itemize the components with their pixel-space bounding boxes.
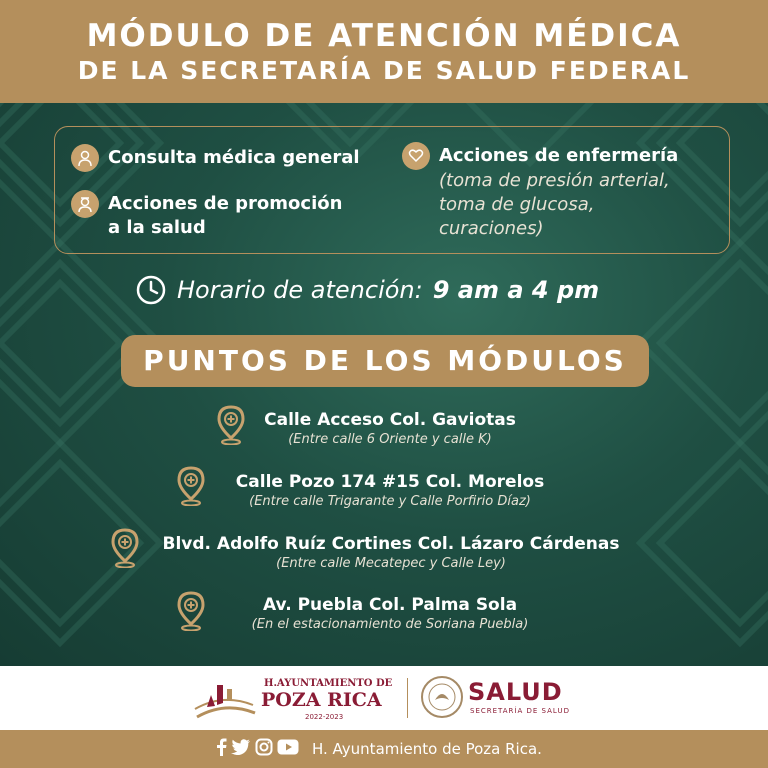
- location-name: Blvd. Adolfo Ruíz Cortines Col. Lázaro Cárdenas: [162, 534, 620, 554]
- salud-title: SALUD: [468, 678, 563, 706]
- location-name: Calle Acceso Col. Gaviotas: [264, 410, 516, 430]
- location-note: (En el estacionamiento de Soriana Puebla): [251, 617, 529, 632]
- location-note: (Entre calle Mecatepec y Calle Ley): [276, 556, 506, 571]
- location-note: (Entre calle Trigarante y Calle Porfirio Díaz): [249, 494, 531, 509]
- mexico-seal-icon: [421, 676, 463, 718]
- header-title: MÓDULO DE ATENCIÓN MÉDICA: [86, 18, 682, 54]
- location-note: (Entre calle 6 Oriente y calle K): [288, 432, 492, 447]
- logo-divider: [407, 678, 408, 718]
- doctor-icon: [71, 144, 99, 172]
- nursing-detail-3: curaciones): [439, 218, 544, 239]
- nurse-icon: [71, 190, 99, 218]
- instagram-icon[interactable]: [255, 738, 273, 760]
- location-item: [144, 533, 638, 573]
- heart-hand-icon: [402, 142, 430, 170]
- social-handle: H. Ayuntamiento de Poza Rica.: [312, 740, 542, 758]
- ayuntamiento-name: POZA RICA: [261, 689, 382, 711]
- social-bar: [0, 730, 768, 768]
- schedule-hours: 9 am a 4 pm: [432, 276, 600, 304]
- main-panel: [0, 103, 768, 666]
- location-item: [212, 594, 568, 634]
- header-subtitle: DE LA SECRETARÍA DE SALUD FEDERAL: [77, 56, 691, 85]
- location-pin-icon: [110, 528, 140, 568]
- location-pin-icon: [176, 466, 206, 506]
- facebook-icon[interactable]: [215, 738, 227, 760]
- location-pin-icon: [176, 591, 206, 631]
- location-name: Calle Pozo 174 #15 Col. Morelos: [235, 472, 545, 492]
- location-item: [248, 409, 532, 449]
- nursing-detail-2: toma de glucosa,: [439, 194, 595, 215]
- youtube-icon[interactable]: [277, 739, 299, 759]
- location-pin-icon: [216, 405, 246, 445]
- schedule: [135, 273, 599, 307]
- section-title: PUNTOS DE LOS MÓDULOS: [121, 335, 649, 387]
- service-nursing: Acciones de enfermería: [439, 145, 679, 166]
- footer-logos: [0, 666, 768, 730]
- ayuntamiento-label: H.AYUNTAMIENTO DE: [264, 678, 393, 689]
- twitter-icon[interactable]: [231, 739, 251, 759]
- salud-subtitle: SECRETARÍA DE SALUD: [470, 707, 570, 715]
- location-item: [212, 471, 568, 511]
- social-icons: [215, 739, 303, 759]
- ayuntamiento-years: 2022-2023: [305, 713, 344, 721]
- clock-icon: [135, 274, 167, 306]
- service-promotion: Acciones de promoción: [108, 193, 343, 214]
- service-general: Consulta médica general: [108, 147, 360, 168]
- poza-rica-emblem-icon: [193, 679, 257, 721]
- poza-rica-logo: [193, 675, 403, 723]
- nursing-detail-1: (toma de presión arterial,: [439, 170, 670, 191]
- service-promotion-line2: a la salud: [108, 217, 206, 238]
- schedule-label: Horario de atención:: [177, 276, 423, 304]
- services-box: [54, 126, 730, 254]
- location-name: Av. Puebla Col. Palma Sola: [262, 595, 518, 615]
- header-banner: [0, 0, 768, 103]
